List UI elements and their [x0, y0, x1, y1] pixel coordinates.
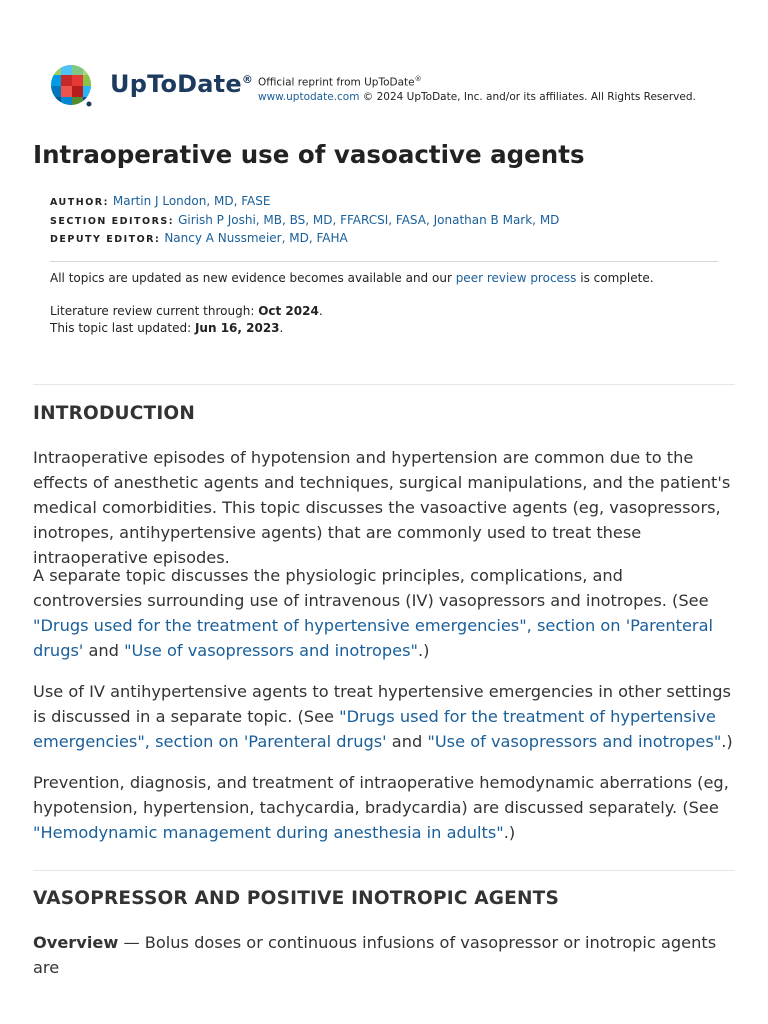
paragraph-text: — Bolus doses or continuous infusions of vasopressor or inotropic agents are — [33, 933, 717, 977]
period: . — [279, 321, 284, 335]
review-dates — [50, 303, 323, 337]
intro-paragraph-1: Intraoperative episodes of hypotension and hypertension are common due to the effects of anesthetic agents and techniques, surgical manipulations, and the patient's medical comorbidities. This topic discusses the vasoactive agents (eg, vasopressors, inotropes, antihypertensive agents) that are commonly used to treat these intraoperative episodes. — [33, 448, 731, 567]
section-editors-label: SECTION EDITORS: — [50, 215, 175, 227]
intro-paragraph-2 — [33, 563, 735, 663]
section-editor-link-2[interactable]: Jonathan B Mark, MD — [433, 212, 560, 227]
intro-paragraph-3 — [33, 679, 735, 754]
section-editor-link-1[interactable]: Girish P Joshi, MB, BS, MD, FFARCSI, FASA — [178, 212, 426, 227]
paragraph-text: .) — [721, 732, 733, 751]
section-heading-vasopressor: VASOPRESSOR AND POSITIVE INOTROPIC AGENTS — [33, 888, 560, 909]
deputy-editor-link[interactable]: Nancy A Nussmeier, MD, FAHA — [164, 231, 348, 245]
peer-review-link[interactable]: peer review process — [455, 271, 577, 285]
paragraph-text: Use of IV antihypertensive agents to treat hypertensive emergencies in other settings is discussed in a separate topic. (See — [33, 682, 731, 726]
brand-text: UpToDate — [110, 70, 242, 98]
intro-paragraph-4 — [33, 770, 735, 845]
reprint-line: Official reprint from UpToDate — [258, 76, 415, 89]
link-hypertensive-emergencies[interactable]: "Drugs used for the treatment of hypertensive emergencies", section on 'Parenteral drugs' — [33, 707, 716, 751]
last-updated-label: This topic last updated: — [50, 321, 195, 335]
paragraph-text: and — [83, 641, 125, 660]
header — [50, 64, 734, 108]
copyright-text: © 2024 UpToDate, Inc. and/or its affiliates. All Rights Reserved. — [359, 90, 696, 103]
note-text-end: is complete. — [576, 271, 654, 285]
paragraph-text: Prevention, diagnosis, and treatment of intraoperative hemodynamic aberrations (eg, hypotension, hypertension, tachycardia, bradycardia) are discussed separately. (See — [33, 773, 729, 817]
paragraph-text: .) — [503, 823, 516, 842]
link-vasopressors-inotropes[interactable]: "Use of vasopressors and inotropes" — [124, 641, 418, 660]
page-title: Intraoperative use of vasoactive agents — [33, 140, 585, 169]
author-label: AUTHOR: — [50, 197, 109, 208]
divider — [50, 261, 718, 262]
section-heading-introduction: INTRODUCTION — [33, 403, 196, 424]
period: . — [318, 304, 323, 318]
authors-block — [50, 193, 559, 249]
link-hypertensive-emergencies[interactable]: "Drugs used for the treatment of hypertensive emergencies", section on 'Parenteral drugs' — [33, 616, 714, 660]
brand-name — [110, 70, 253, 98]
update-note — [50, 270, 654, 287]
divider — [33, 384, 735, 385]
lit-review-label: Literature review current through: — [50, 304, 259, 318]
deputy-editor-label: DEPUTY EDITOR: — [50, 234, 161, 245]
brand-reg: ® — [241, 73, 254, 86]
divider — [33, 870, 735, 871]
editor-separator: , — [425, 212, 434, 227]
paragraph-text: and — [386, 732, 428, 751]
author-link[interactable]: Martin J London, MD, FASE — [112, 194, 271, 208]
paragraph-text: A separate topic discusses the physiologic principles, complications, and controversies surrounding use of intravenous (IV) vasopressors and inotropes. (See — [33, 566, 709, 610]
reprint-notice — [258, 72, 696, 104]
overview-paragraph — [33, 930, 735, 980]
site-link[interactable]: www.uptodate.com — [258, 90, 360, 103]
overview-label: Overview — [33, 933, 119, 952]
link-vasopressors-inotropes[interactable]: "Use of vasopressors and inotropes" — [427, 732, 722, 751]
link-hemodynamic-management[interactable]: "Hemodynamic management during anesthesia in adults" — [33, 823, 504, 842]
lit-review-date: Oct 2024 — [258, 304, 319, 318]
paragraph-text: .) — [418, 641, 430, 660]
uptodate-logo-icon — [50, 64, 94, 108]
reprint-reg: ® — [414, 75, 422, 83]
note-text: All topics are updated as new evidence becomes available and our — [50, 271, 456, 285]
last-updated-date: Jun 16, 2023 — [194, 321, 280, 335]
